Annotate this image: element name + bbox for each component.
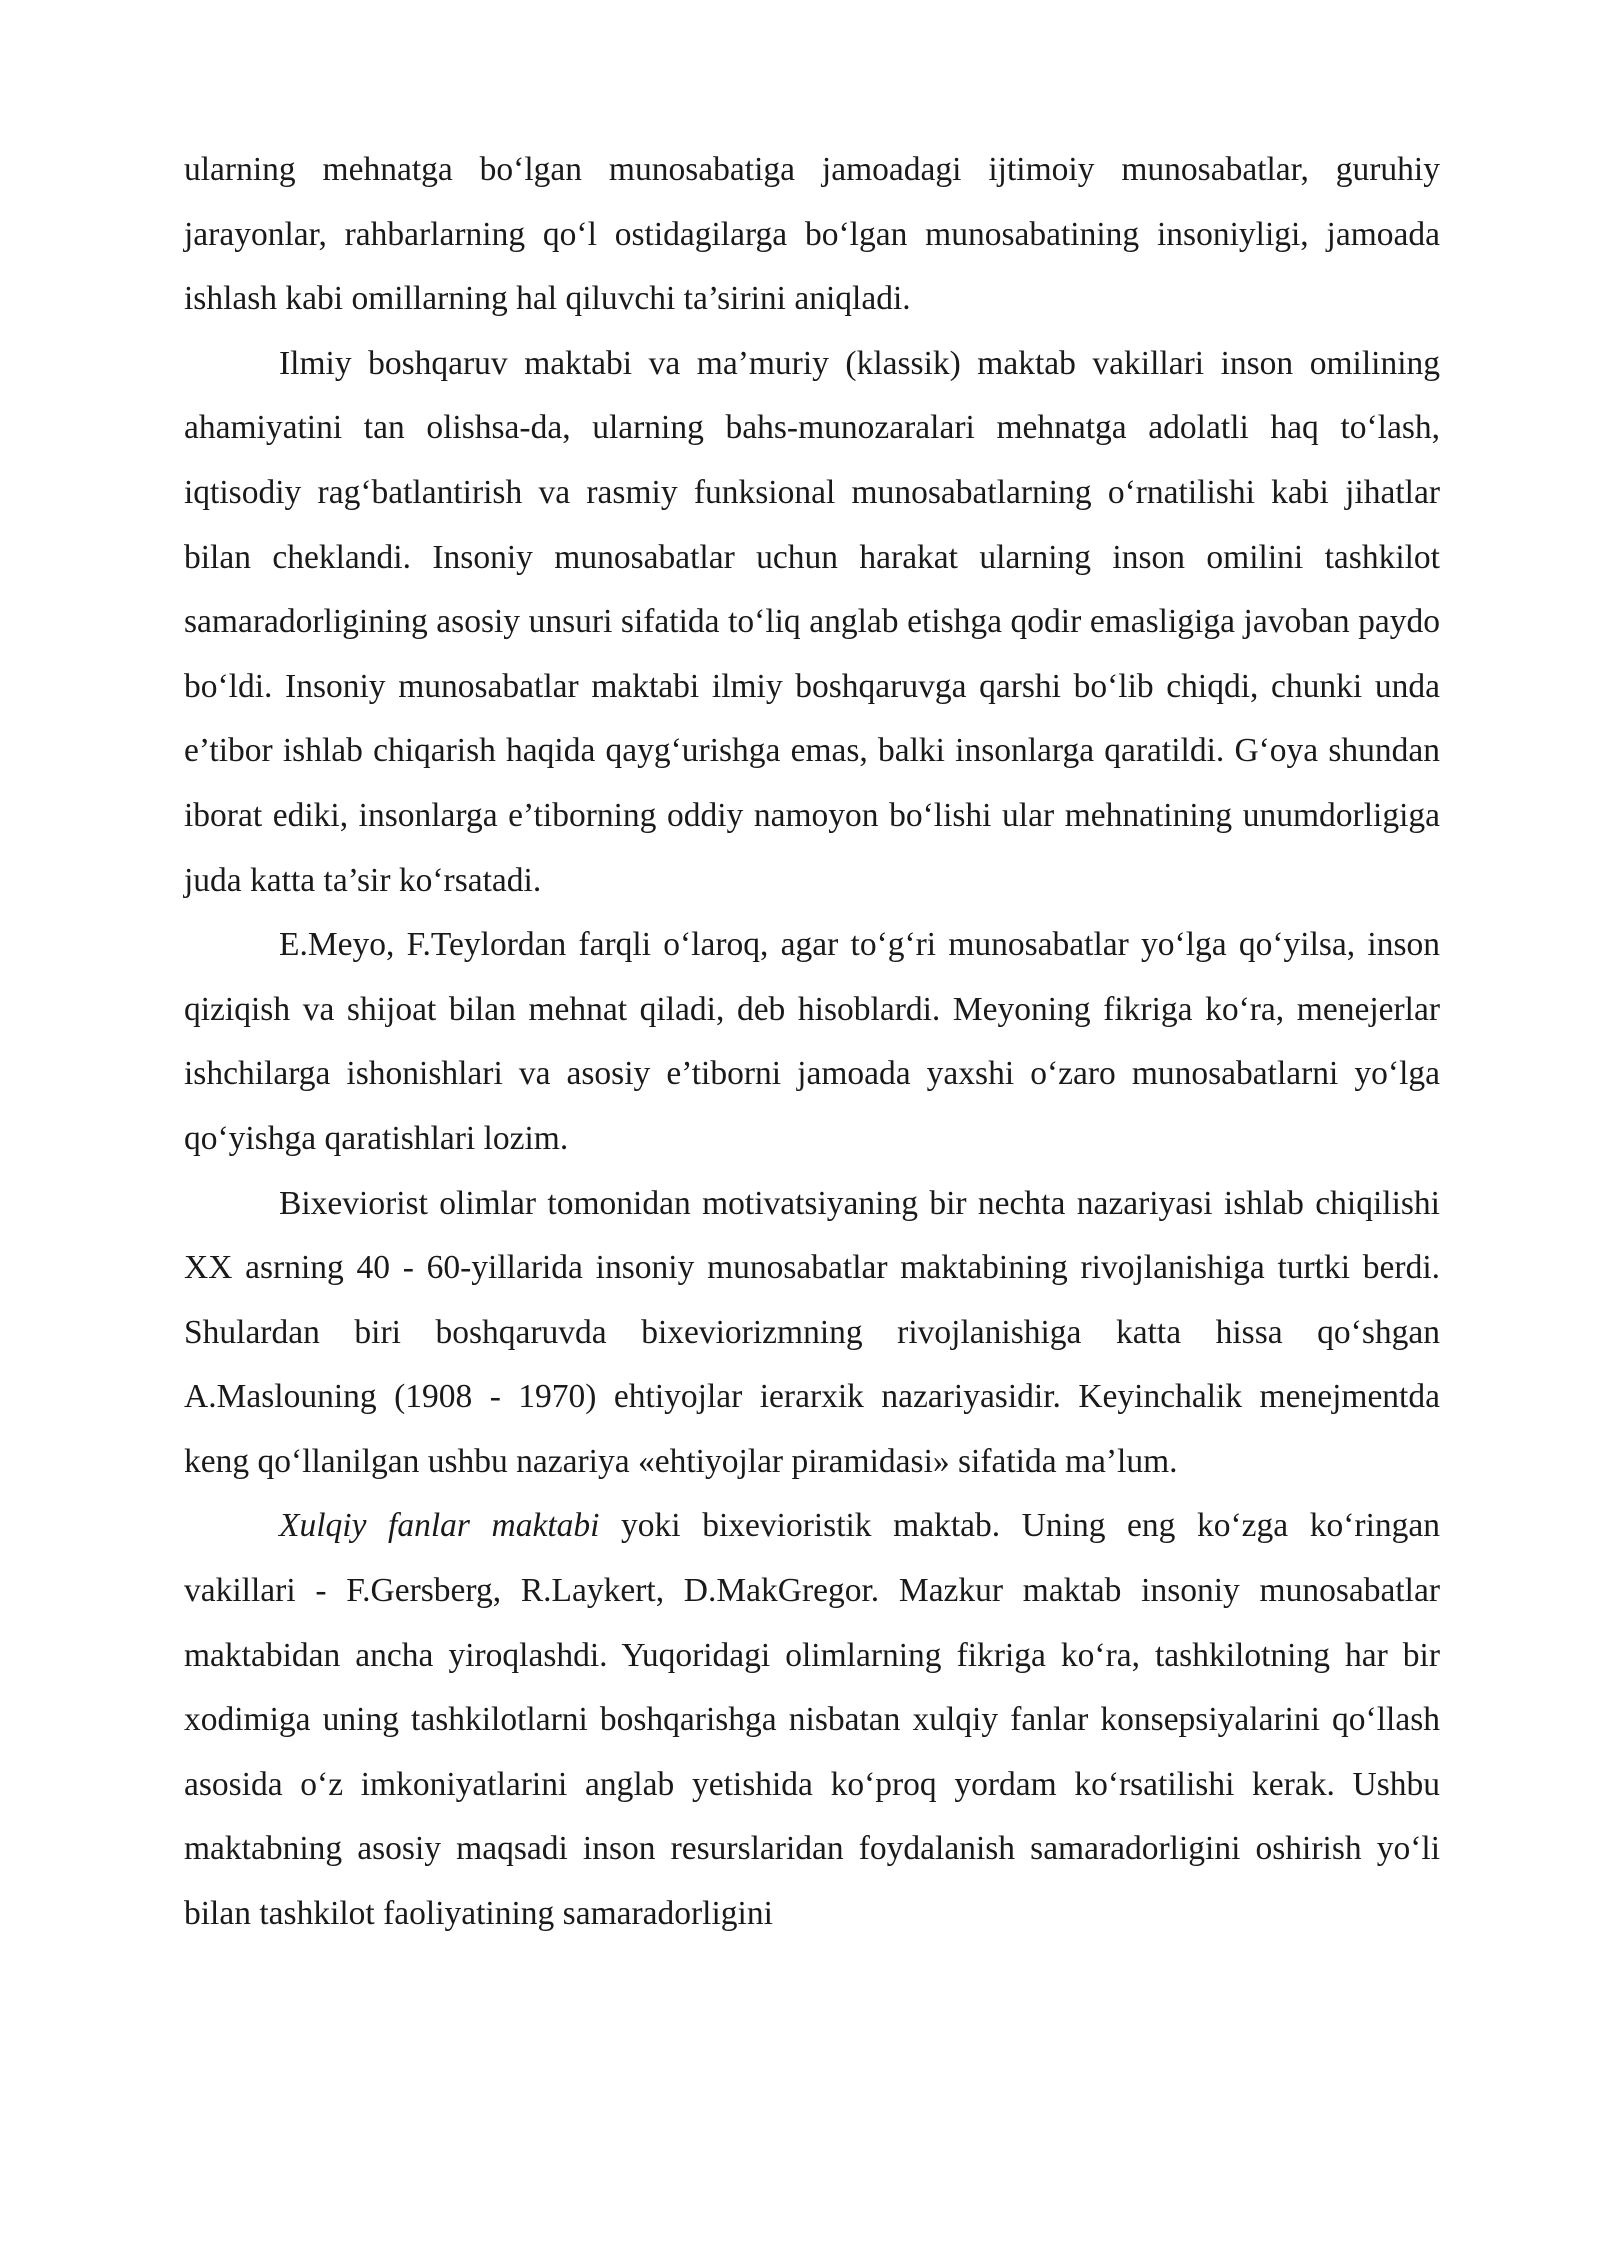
paragraph-4 <box>184 1172 1440 1495</box>
paragraph-3 <box>184 913 1440 1171</box>
document-page <box>184 138 1440 1947</box>
paragraph-3-text: E.Meyo, F.Teylordan farqli o‘laroq, agar to‘g‘ri munosabatlar yo‘lga qo‘yilsa, inson qiziqish va shijoat bilan mehnat qiladi, deb hisoblardi. Meyoning fikriga ko‘ra, menejerlar ishchilarga ishonishlari va asosiy e’tiborni jamoada yaxshi o‘zaro munosabatlarni yo‘lga qo‘yishga qaratishlari lozim. <box>184 926 1440 1157</box>
paragraph-5-text: yoki bixevioristik maktab. Uning eng ko‘zga ko‘ringan vakillari - F.Gersberg, R.Laykert, D.MakGregor. Mazkur maktab insoniy munosabatlar maktabidan ancha yiroqlashdi. Yuqoridagi olimlarning fikriga ko‘ra, tashkilotning har bir xodimiga uning tashkilotlarni boshqarishga nisbatan xulqiy fanlar konsepsiyalarini qo‘llash asosida o‘z imkoniyatlarini anglab yetishida ko‘proq yordam ko‘rsatilishi kerak. Ushbu maktabning asosiy maqsadi inson resurslaridan foydalanish samaradorligini oshirish yo‘li bilan tashkilot faoliyatining samaradorligini <box>184 1507 1440 1933</box>
paragraph-5 <box>184 1494 1440 1946</box>
paragraph-5-italic-lead: Xulqiy fanlar maktabi <box>279 1507 600 1545</box>
paragraph-2 <box>184 332 1440 913</box>
paragraph-2-text: Ilmiy boshqaruv maktabi va ma’muriy (klassik) maktab vakillari inson omilining ahamiyatini tan olishsa-da, ularning bahs-munozaralari mehnatga adolatli haq to‘lash, iqtisodiy rag‘batlantirish va rasmiy funksional munosabatlarning o‘rnatilishi kabi jihatlar bilan cheklandi. Insoniy munosabatlar uchun harakat ularning inson omilini tashkilot samaradorligining asosiy unsuri sifatida to‘liq anglab etishga qodir emasligiga javoban paydo bo‘ldi. Insoniy munosabatlar maktabi ilmiy boshqaruvga qarshi bo‘lib chiqdi, chunki unda e’tibor ishlab chiqarish haqida qayg‘urishga emas, balki insonlarga qaratildi. G‘oya shundan iborat ediki, insonlarga e’tiborning oddiy namoyon bo‘lishi ular mehnatining unumdorligiga juda katta ta’sir ko‘rsatadi. <box>184 344 1440 899</box>
paragraph-1-text: ularning mehnatga bo‘lgan munosabatiga jamoadagi ijtimoiy munosabatlar, guruhiy jarayonlar, rahbarlarning qo‘l ostidagilarga bo‘lgan munosabatining insoniyligi, jamoada ishlash kabi omillarning hal qiluvchi ta’sirini aniqladi. <box>184 151 1440 318</box>
paragraph-4-text: Bixeviorist olimlar tomonidan motivatsiyaning bir nechta nazariyasi ishlab chiqilishi XX asrning 40 - 60-yillarida insoniy munosabatlar maktabining rivojlanishiga turtki berdi. Shulardan biri boshqaruvda bixeviorizmning rivojlanishiga katta hissa qo‘shgan A.Maslouning (1908 - 1970) ehtiyojlar ierarxik nazariyasidir. Keyinchalik menejmentda keng qo‘llanilgan ushbu nazariya «ehtiyojlar piramidasi» sifatida ma’lum. <box>184 1184 1440 1480</box>
paragraph-1 <box>184 138 1440 332</box>
